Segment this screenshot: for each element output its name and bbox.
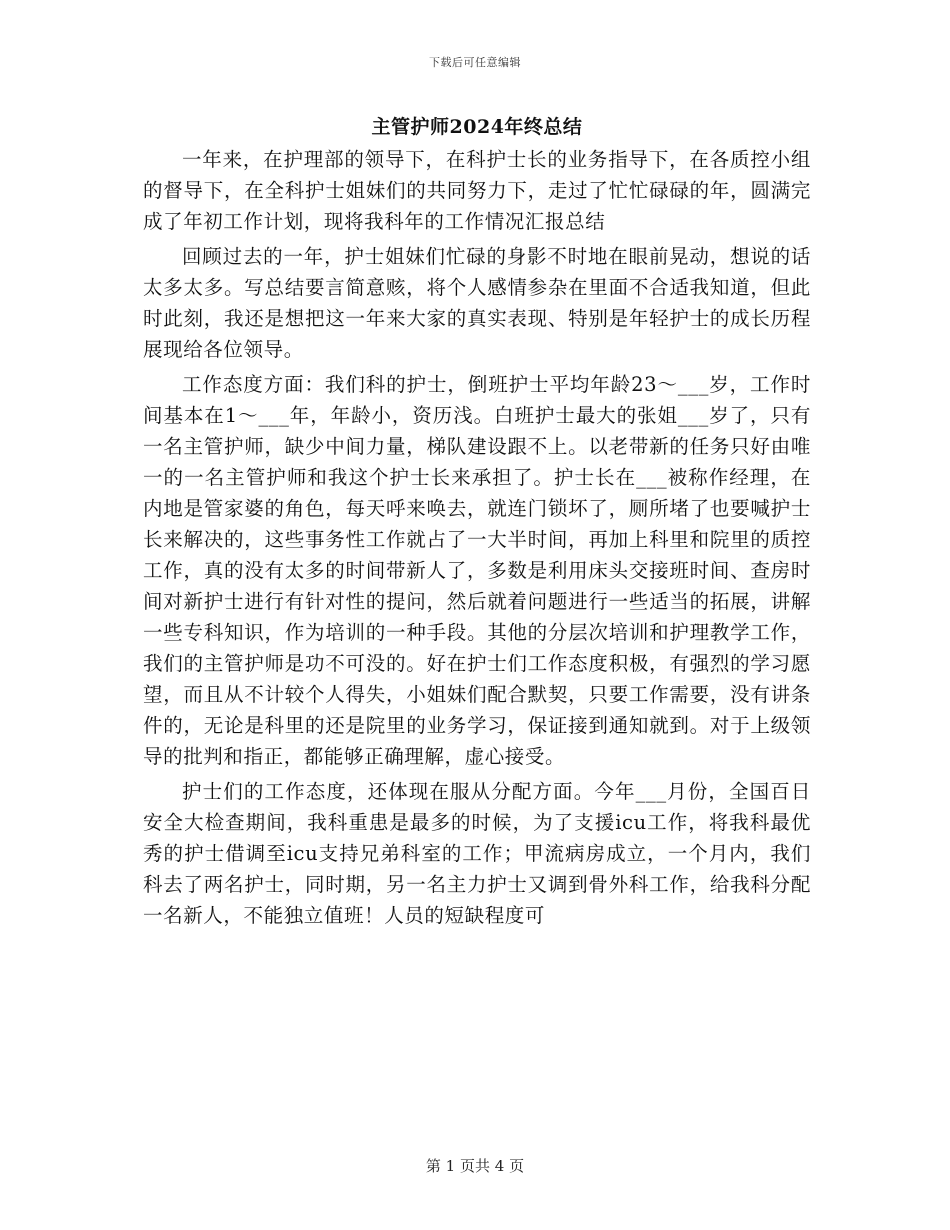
paragraph-intro: 一年来，在护理部的领导下，在科护士长的业务指导下，在各质控小组的督导下，在全科护士姐妹们的共同努力下，走过了忙忙碌碌的年，圆满完成了年初工作计划，现将我科年的工作情况汇报总结 — [143, 148, 811, 233]
document-title: 主管护师2024年终总结 — [371, 116, 583, 138]
header-note: 下载后可任意编辑 — [429, 56, 521, 69]
paragraph-assignment: 护士们的工作态度，还体现在服从分配方面。今年___月份，全国百日安全大检查期间，我科重患是最多的时候，为了支援icu工作，将我科最优秀的护士借调至icu支持兄弟科室的工作；甲流病房成立，一个月内，我们科去了两名护士，同时期，另一名主力护士又调到骨外科工作，给我科分配一名新人，不能独立值班！人员的短缺程度可 — [143, 780, 811, 927]
page-number: 第 1 页共 4 页 — [425, 1157, 525, 1175]
paragraph-work-attitude: 工作态度方面：我们科的护士，倒班护士平均年龄23～___岁，工作时间基本在1～___年，年龄小，资历浅。白班护士最大的张姐___岁了，只有一名主管护师，缺少中间力量，梯队建设跟不上。以老带新的任务只好由唯一的一名主管护师和我这个护士长来承担了。护士长在___被称作经理，在内地是管家婆的角色，每天呼来唤去，就连门锁坏了，厕所堵了也要喊护士长来解决的，这些事务性工作就占了一大半时间，再加上科里和院里的质控工作，真的没有太多的时间带新人了，多数是利用床头交接班时间、查房时间对新护士进行有针对性的提问，然后就着问题进行一些适当的拓展，讲解一些专科知识，作为培训的一种手段。其他的分层次培训和护理教学工作，我们的主管护师是功不可没的。好在护士们工作态度积极，有强烈的学习愿望，而且从不计较个人得失，小姐妹们配合默契，只要工作需要，没有讲条件的，无论是科里的还是院里的业务学习，保证接到通知就到。对于上级领导的批判和指正，都能够正确理解，虚心接受。 — [143, 373, 811, 768]
paragraph-review: 回顾过去的一年，护士姐妹们忙碌的身影不时地在眼前晃动，想说的话太多太多。写总结要言简意赅，将个人感情参杂在里面不合适我知道，但此时此刻，我还是想把这一年来大家的真实表现、特别是年轻护士的成长历程展现给各位领导。 — [143, 245, 811, 361]
document-body — [143, 112, 811, 931]
